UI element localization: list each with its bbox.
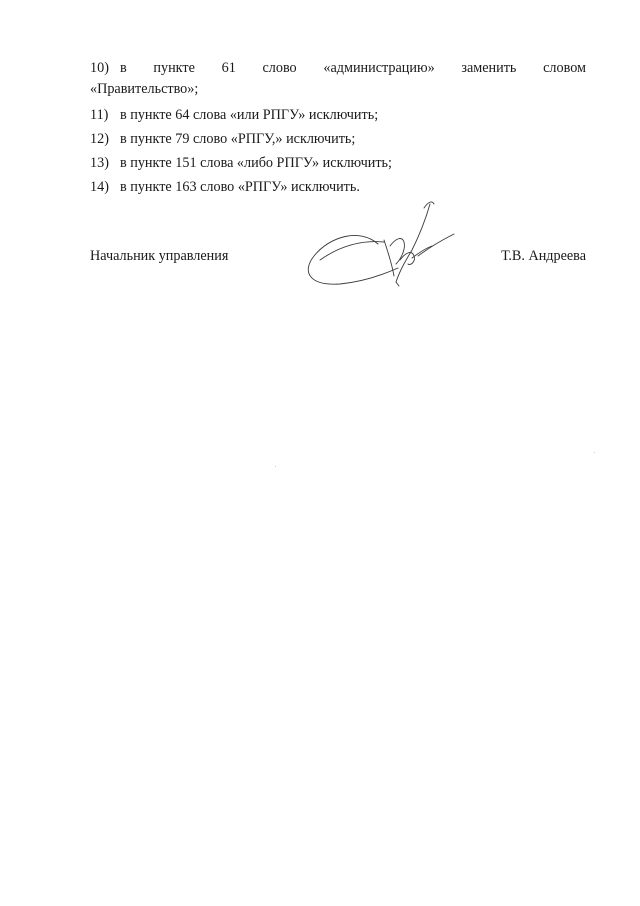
list-item-10-word: заменить (461, 60, 517, 76)
list-item-10-word: «администрацию» (323, 60, 435, 76)
list-item-10-word: пункте (153, 60, 195, 76)
list-item-text: в пункте 151 слова «либо РПГУ» исключить; (120, 155, 392, 171)
list-item-10-word: словом (543, 60, 586, 76)
signature-block (90, 248, 586, 272)
list-item-text: в пункте 79 слово «РПГУ,» исключить; (120, 131, 356, 147)
list-item-13 (90, 153, 586, 174)
list-item-10-first-line (90, 58, 586, 79)
list-item-number: 12) (90, 131, 109, 147)
scan-speck (594, 452, 595, 453)
list-item-text: в пункте 163 слово «РПГУ» исключить. (120, 179, 360, 195)
list-item-12 (90, 129, 586, 150)
list-item-10-word: в (120, 60, 127, 76)
list-item-10 (90, 58, 586, 100)
list-item-text: в пункте 64 слова «или РПГУ» исключить; (120, 107, 379, 123)
amendment-list (90, 58, 586, 201)
list-item-number: 13) (90, 155, 109, 171)
handwritten-signature (300, 198, 460, 290)
signatory-name: Т.В. Андреева (501, 248, 586, 264)
list-item-14 (90, 177, 586, 198)
scan-speck (275, 466, 276, 467)
list-item-number: 10) (90, 60, 109, 76)
list-item-10-word: слово (262, 60, 297, 76)
list-item-number: 11) (90, 107, 109, 123)
list-item-10-continuation: «Правительство»; (90, 81, 199, 97)
list-item-number: 14) (90, 179, 109, 195)
list-item-10-word: 61 (221, 60, 236, 76)
signatory-position: Начальник управления (90, 248, 229, 264)
list-item-11 (90, 105, 586, 126)
